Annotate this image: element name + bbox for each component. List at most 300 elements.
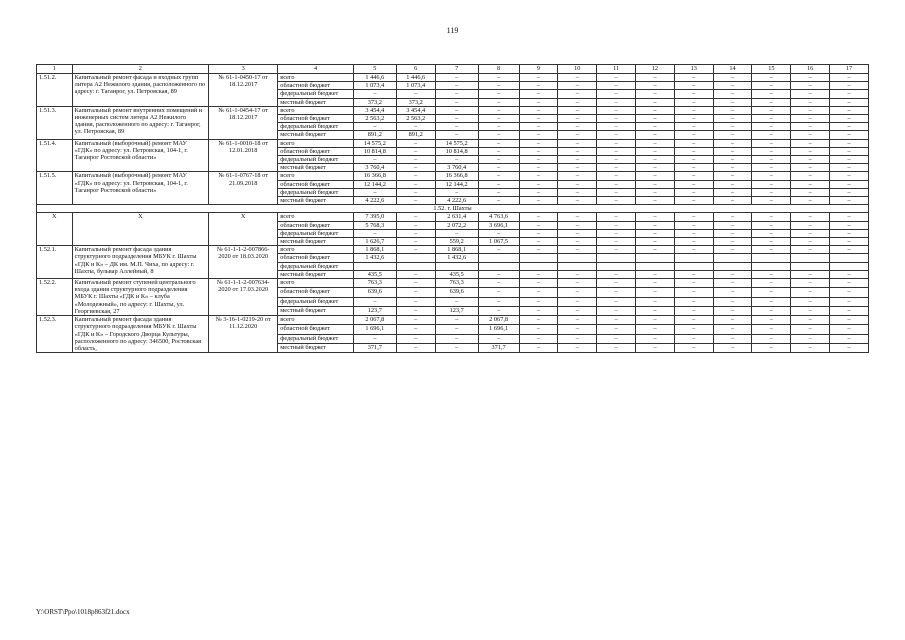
value-cell: – (674, 288, 713, 297)
value-cell: – (353, 90, 396, 98)
column-number: 11 (597, 65, 636, 74)
funding-source: местный бюджет (278, 343, 354, 352)
expertise-document: № 3-16-1-0219-20 от 11.12.2020 (209, 316, 278, 353)
value-cell: – (353, 156, 396, 164)
value-cell: – (830, 139, 869, 147)
value-cell: – (752, 197, 791, 205)
value-cell: – (713, 106, 752, 114)
value-cell (674, 262, 713, 270)
value-cell: – (636, 270, 675, 278)
value-cell: – (396, 221, 435, 229)
funding-source: всего (278, 246, 354, 254)
value-cell: – (478, 106, 519, 114)
value-cell: 12 144,2 (435, 180, 478, 188)
value-cell: 763,3 (435, 279, 478, 288)
value-cell: – (674, 123, 713, 131)
value-cell: – (713, 246, 752, 254)
value-cell: – (713, 90, 752, 98)
value-cell: – (713, 334, 752, 343)
value-cell: – (558, 221, 597, 229)
value-cell: 3 454,4 (396, 106, 435, 114)
value-cell: 2 072,2 (435, 221, 478, 229)
value-cell: 891,2 (353, 131, 396, 139)
value-cell: – (791, 197, 830, 205)
value-cell: – (791, 115, 830, 123)
value-cell: – (636, 131, 675, 139)
value-cell: – (636, 238, 675, 246)
value-cell: – (478, 90, 519, 98)
value-cell: – (830, 164, 869, 172)
value-cell: – (830, 74, 869, 82)
funding-source: федеральный бюджет (278, 188, 354, 196)
value-cell: – (752, 288, 791, 297)
value-cell: – (353, 188, 396, 196)
value-cell: – (396, 316, 435, 325)
value-cell: – (791, 180, 830, 188)
value-cell: – (636, 115, 675, 123)
value-cell: – (519, 246, 558, 254)
value-cell: – (830, 343, 869, 352)
value-cell: – (752, 90, 791, 98)
value-cell: – (435, 188, 478, 196)
value-cell: – (519, 270, 558, 278)
value-cell: – (830, 188, 869, 196)
funding-source: федеральный бюджет (278, 156, 354, 164)
value-cell (558, 254, 597, 262)
value-cell: – (674, 316, 713, 325)
item-description: Капитальный (выборочный) ремонт МАУ «ГДК» по адресу: ул. Петровская, 104-1, г. Таганрог Ростовской области» (72, 172, 208, 205)
value-cell: – (597, 325, 636, 334)
value-cell: – (674, 334, 713, 343)
value-cell (636, 262, 675, 270)
funding-source: местный бюджет (278, 306, 354, 315)
value-cell: – (674, 74, 713, 82)
funding-source: областной бюджет (278, 254, 354, 262)
value-cell: – (519, 123, 558, 131)
item-number: 1.51.3. (37, 106, 73, 139)
value-cell: 1 432,6 (353, 254, 396, 262)
value-cell: – (636, 213, 675, 221)
value-cell: – (636, 325, 675, 334)
value-cell: – (597, 74, 636, 82)
item-description: Капитальный ремонт фасада здания структурного подразделения МБУК г. Шахты «ГДК и К» – Городского Дворца Культуры, расположенного по адресу: 346500, Ростовская область, (72, 316, 208, 353)
value-cell: – (674, 147, 713, 155)
value-cell: – (519, 147, 558, 155)
value-cell: – (519, 229, 558, 237)
value-cell: – (674, 238, 713, 246)
page-number: 119 (446, 26, 459, 35)
value-cell: – (674, 221, 713, 229)
funding-source: местный бюджет (278, 238, 354, 246)
value-cell: – (558, 213, 597, 221)
value-cell: – (478, 147, 519, 155)
value-cell: – (435, 74, 478, 82)
value-cell: – (713, 325, 752, 334)
value-cell: – (791, 297, 830, 306)
value-cell (713, 254, 752, 262)
expertise-document: Х (209, 213, 278, 246)
value-cell: – (396, 164, 435, 172)
value-cell: – (830, 279, 869, 288)
value-cell: – (519, 156, 558, 164)
item-number: 1.52.2. (37, 279, 73, 316)
value-cell: – (519, 131, 558, 139)
value-cell: – (830, 246, 869, 254)
value-cell: – (435, 229, 478, 237)
value-cell: – (519, 90, 558, 98)
value-cell: – (791, 288, 830, 297)
value-cell: 373,2 (353, 98, 396, 106)
value-cell: – (674, 106, 713, 114)
value-cell: – (752, 82, 791, 90)
value-cell: – (674, 156, 713, 164)
funding-source: местный бюджет (278, 164, 354, 172)
value-cell: – (519, 221, 558, 229)
value-cell: – (791, 98, 830, 106)
value-cell: – (478, 74, 519, 82)
value-cell: – (396, 325, 435, 334)
funding-source: местный бюджет (278, 270, 354, 278)
value-cell: 3 760,4 (435, 164, 478, 172)
value-cell: – (636, 221, 675, 229)
value-cell: – (478, 156, 519, 164)
value-cell: – (558, 156, 597, 164)
value-cell: – (558, 164, 597, 172)
value-cell: – (752, 164, 791, 172)
value-cell: – (597, 172, 636, 180)
value-cell: – (713, 306, 752, 315)
value-cell: – (752, 279, 791, 288)
funding-source: всего (278, 279, 354, 288)
value-cell: – (636, 197, 675, 205)
value-cell: – (396, 180, 435, 188)
value-cell: – (791, 123, 830, 131)
value-cell: – (830, 180, 869, 188)
value-cell: – (558, 147, 597, 155)
value-cell: – (558, 279, 597, 288)
value-cell: – (830, 229, 869, 237)
value-cell: – (713, 213, 752, 221)
item-number: 1.51.2. (37, 74, 73, 107)
value-cell (478, 262, 519, 270)
column-number: 15 (752, 65, 791, 74)
value-cell: – (435, 156, 478, 164)
column-number: 7 (435, 65, 478, 74)
value-cell: – (830, 334, 869, 343)
value-cell: – (478, 246, 519, 254)
value-cell: – (830, 147, 869, 155)
value-cell: – (713, 180, 752, 188)
value-cell: – (558, 238, 597, 246)
value-cell: – (597, 229, 636, 237)
file-path-footer: Y:\ORST\Ppo\1018p863f21.docx (36, 608, 130, 616)
value-cell: 4 763,6 (478, 213, 519, 221)
value-cell: – (558, 229, 597, 237)
value-cell (396, 262, 435, 270)
value-cell (478, 254, 519, 262)
value-cell: 1 446,6 (396, 74, 435, 82)
value-cell: – (752, 139, 791, 147)
value-cell: – (636, 297, 675, 306)
value-cell: – (478, 115, 519, 123)
value-cell: – (636, 229, 675, 237)
value-cell (674, 254, 713, 262)
value-cell: – (791, 90, 830, 98)
value-cell: – (519, 279, 558, 288)
item-description: Капитальный ремонт фасада здания структурного подразделения МБУК г. Шахты «ГДК и К» – ДК им. М.П. Чиха, по адресу: г. Шахты, бульвар Аллейный, 8 (72, 246, 208, 279)
value-cell: – (478, 197, 519, 205)
value-cell: – (636, 90, 675, 98)
funding-source: областной бюджет (278, 82, 354, 90)
value-cell: – (713, 238, 752, 246)
value-cell: – (713, 316, 752, 325)
item-description: Х (72, 213, 208, 246)
value-cell: – (830, 325, 869, 334)
value-cell: 3 454,4 (353, 106, 396, 114)
expertise-document: № 61-1-0010-18 от 12.01.2018 (209, 139, 278, 172)
value-cell: 14 575,2 (435, 139, 478, 147)
value-cell: – (636, 106, 675, 114)
value-cell: 2 563,2 (353, 115, 396, 123)
value-cell: – (597, 82, 636, 90)
value-cell: 1 073,4 (396, 82, 435, 90)
value-cell: – (478, 288, 519, 297)
value-cell: – (752, 297, 791, 306)
value-cell: – (636, 156, 675, 164)
value-cell: – (519, 115, 558, 123)
section-row (37, 205, 869, 213)
value-cell: – (396, 297, 435, 306)
funding-source: всего (278, 106, 354, 114)
value-cell: 10 814,8 (435, 147, 478, 155)
value-cell (791, 254, 830, 262)
funding-source: местный бюджет (278, 197, 354, 205)
value-cell: 2 563,2 (396, 115, 435, 123)
value-cell: – (636, 246, 675, 254)
value-cell: – (353, 229, 396, 237)
value-cell: – (519, 98, 558, 106)
value-cell (752, 254, 791, 262)
value-cell: – (752, 334, 791, 343)
value-cell: – (396, 229, 435, 237)
value-cell: 4 222,6 (353, 197, 396, 205)
item-number: 1.52.1. (37, 246, 73, 279)
funding-source: федеральный бюджет (278, 262, 354, 270)
value-cell: 373,2 (396, 98, 435, 106)
column-number: 16 (791, 65, 830, 74)
column-number: 5 (353, 65, 396, 74)
value-cell: – (396, 334, 435, 343)
table-row (37, 106, 869, 114)
value-cell: – (396, 288, 435, 297)
value-cell: – (519, 106, 558, 114)
value-cell: 435,5 (353, 270, 396, 278)
value-cell: – (752, 115, 791, 123)
value-cell: – (558, 90, 597, 98)
value-cell: – (752, 221, 791, 229)
value-cell: – (597, 164, 636, 172)
value-cell: – (791, 139, 830, 147)
value-cell: – (636, 180, 675, 188)
value-cell: – (558, 288, 597, 297)
value-cell: – (674, 279, 713, 288)
value-cell: – (597, 316, 636, 325)
budget-table (36, 64, 869, 353)
value-cell: – (830, 115, 869, 123)
value-cell: – (752, 74, 791, 82)
value-cell: – (713, 98, 752, 106)
value-cell: – (791, 172, 830, 180)
funding-source: федеральный бюджет (278, 229, 354, 237)
expertise-document: № 61-1-1-2-007866-2020 от 18.03.2020 (209, 246, 278, 279)
value-cell: – (519, 180, 558, 188)
value-cell: – (752, 106, 791, 114)
value-cell: – (636, 98, 675, 106)
value-cell: – (713, 288, 752, 297)
value-cell: 1 073,4 (353, 82, 396, 90)
value-cell: – (597, 238, 636, 246)
value-cell: – (558, 316, 597, 325)
value-cell (396, 254, 435, 262)
value-cell: – (558, 180, 597, 188)
value-cell: – (713, 156, 752, 164)
value-cell: – (752, 270, 791, 278)
value-cell: – (674, 90, 713, 98)
value-cell: 7 395,0 (353, 213, 396, 221)
value-cell: – (597, 334, 636, 343)
value-cell: – (752, 229, 791, 237)
value-cell: – (435, 82, 478, 90)
value-cell (752, 262, 791, 270)
value-cell: – (519, 306, 558, 315)
value-cell: – (636, 123, 675, 131)
column-number: 6 (396, 65, 435, 74)
value-cell: 14 575,2 (353, 139, 396, 147)
funding-source: федеральный бюджет (278, 334, 354, 343)
value-cell: – (558, 139, 597, 147)
section-title: 1.52. г. Шахты (37, 205, 869, 213)
value-cell: – (558, 98, 597, 106)
value-cell: – (396, 188, 435, 196)
value-cell: – (519, 82, 558, 90)
value-cell: – (519, 188, 558, 196)
item-description: Капитальный (выборочный) ремонт МАУ «ГДК» по адресу: ул. Петровская, 104-1, г. Таганрог Ростовской области» (72, 139, 208, 172)
column-number: 9 (519, 65, 558, 74)
funding-source: федеральный бюджет (278, 90, 354, 98)
value-cell: 1 432,6 (435, 254, 478, 262)
value-cell: – (830, 131, 869, 139)
value-cell: – (597, 221, 636, 229)
value-cell: – (597, 115, 636, 123)
item-description: Капитальный ремонт ступеней центрального входа здания структурного подразделения МБУК г. Шахты «ГДК и К» – клуба «Молодежный», по адресу: г. Шахты, ул. Георгиевская, 27 (72, 279, 208, 316)
value-cell: – (597, 156, 636, 164)
value-cell: – (478, 270, 519, 278)
value-cell: – (519, 343, 558, 352)
value-cell: – (597, 288, 636, 297)
value-cell: 1 696,1 (478, 325, 519, 334)
value-cell: – (597, 213, 636, 221)
expertise-document: № 61-1-0450-17 от 18.12.2017 (209, 74, 278, 107)
value-cell: – (713, 82, 752, 90)
value-cell: 3 760,4 (353, 164, 396, 172)
funding-source: всего (278, 74, 354, 82)
value-cell: – (830, 82, 869, 90)
value-cell: – (478, 131, 519, 139)
value-cell: – (713, 172, 752, 180)
value-cell: – (478, 279, 519, 288)
value-cell (713, 262, 752, 270)
value-cell (791, 262, 830, 270)
value-cell: – (636, 188, 675, 196)
value-cell (597, 254, 636, 262)
value-cell: – (435, 334, 478, 343)
value-cell: – (636, 343, 675, 352)
value-cell: – (752, 156, 791, 164)
value-cell (353, 262, 396, 270)
value-cell: – (674, 172, 713, 180)
value-cell: – (519, 334, 558, 343)
value-cell: – (478, 229, 519, 237)
value-cell: – (558, 123, 597, 131)
table-row (37, 213, 869, 221)
value-cell: – (830, 106, 869, 114)
value-cell: – (396, 123, 435, 131)
value-cell: – (478, 334, 519, 343)
value-cell: – (752, 246, 791, 254)
item-number: 1.51.4. (37, 139, 73, 172)
value-cell: – (558, 270, 597, 278)
value-cell: – (674, 306, 713, 315)
column-number: 2 (72, 65, 208, 74)
value-cell: – (636, 164, 675, 172)
column-number: 1 (37, 65, 73, 74)
value-cell: – (636, 306, 675, 315)
value-cell: – (830, 197, 869, 205)
value-cell: – (791, 213, 830, 221)
funding-source: областной бюджет (278, 288, 354, 297)
column-number: 3 (209, 65, 278, 74)
value-cell: – (791, 238, 830, 246)
value-cell: – (636, 139, 675, 147)
value-cell (636, 254, 675, 262)
value-cell: 371,7 (353, 343, 396, 352)
value-cell: – (791, 156, 830, 164)
value-cell: – (791, 343, 830, 352)
value-cell: – (435, 90, 478, 98)
value-cell: – (791, 334, 830, 343)
item-number: 1.52.3. (37, 316, 73, 353)
value-cell: – (478, 82, 519, 90)
value-cell: – (597, 106, 636, 114)
value-cell: – (830, 172, 869, 180)
value-cell: – (713, 297, 752, 306)
funding-source: всего (278, 172, 354, 180)
value-cell: – (713, 123, 752, 131)
table-row (37, 74, 869, 82)
value-cell: – (791, 246, 830, 254)
value-cell: – (791, 82, 830, 90)
value-cell: – (752, 316, 791, 325)
value-cell: – (597, 188, 636, 196)
value-cell: – (597, 306, 636, 315)
value-cell: – (674, 188, 713, 196)
funding-source: областной бюджет (278, 147, 354, 155)
value-cell: – (478, 123, 519, 131)
value-cell: – (597, 270, 636, 278)
value-cell (519, 254, 558, 262)
value-cell: – (597, 147, 636, 155)
value-cell: – (791, 74, 830, 82)
